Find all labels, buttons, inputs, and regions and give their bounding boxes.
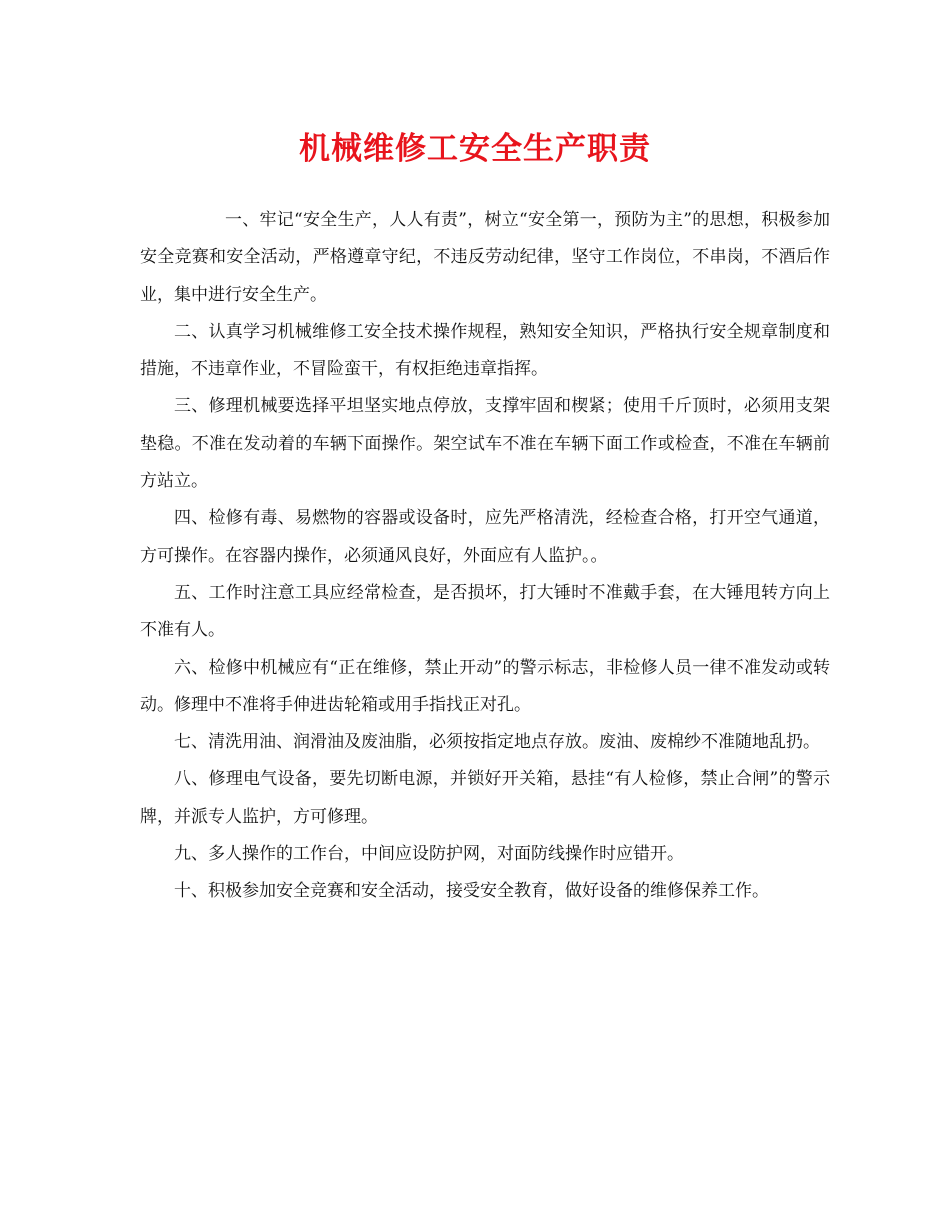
paragraph-3: 三、修理机械要选择平坦坚实地点停放，支撑牢固和楔紧；使用千斤顶时，必须用支架垫稳。不准在发动着的车辆下面操作。架空试车不准在车辆下面工作或检查，不准在车辆前方站立。 [140,396,830,492]
paragraph-9: 九、多人操作的工作台，中间应设防护网，对面防线操作时应错开。 [174,844,684,865]
paragraph-6: 六、检修中机械应有“正在维修，禁止开动”的警示标志，非检修人员一律不准发动或转动。修理中不准将手伸进齿轮箱或用手指找正对孔。 [140,657,830,715]
paragraph-5: 五、工作时注意工具应经常检查，是否损坏，打大锤时不准戴手套，在大锤甩转方向上不准有人。 [140,582,830,641]
paragraph-1: 一、牢记“安全生产，人人有责”，树立“安全第一，预防为主”的思想，积极参加安全竞赛和安全活动，严格遵章守纪，不违反劳动纪律，坚守工作岗位，不串岗，不酒后作业，集中进行安全生产。 [140,210,830,305]
paragraph-2: 二、认真学习机械维修工安全技术操作规程，熟知安全知识，严格执行安全规章制度和措施，不违章作业，不冒险蛮干，有权拒绝违章指挥。 [140,321,830,380]
document-body [140,202,830,911]
paragraph-10: 十、积极参加安全竞赛和安全活动，接受安全教育，做好设备的维修保养工作。 [174,881,769,902]
paragraph-4: 四、检修有毒、易燃物的容器或设备时，应先严格清洗，经检查合格，打开空气通道，方可操作。在容器内操作，必须通风良好，外面应有人监护。。 [140,508,830,566]
paragraph-8: 八、修理电气设备，要先切断电源，并锁好开关箱，悬挂“有人检修，禁止合闸”的警示牌，并派专人监护，方可修理。 [140,769,830,827]
page-title: 机械维修工安全生产职责 [299,131,651,167]
paragraph-7: 七、清洗用油、润滑油及废油脂，必须按指定地点存放。废油、废棉纱不准随地乱扔。 [174,732,820,753]
